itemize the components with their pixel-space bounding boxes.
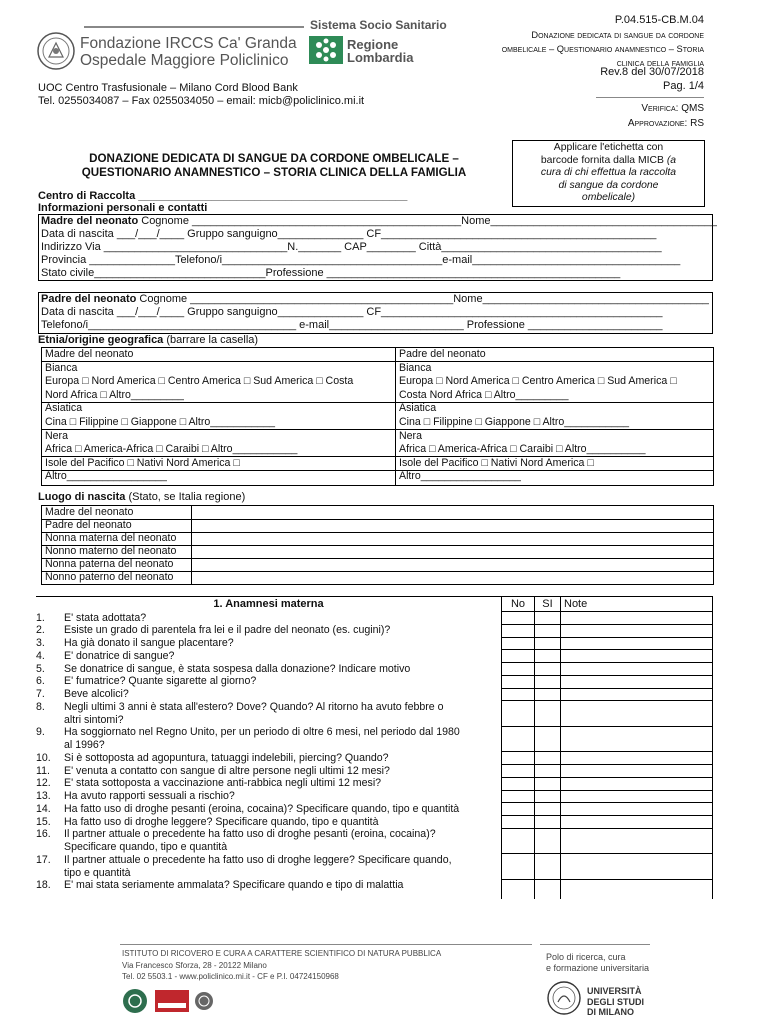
- answer-no-cell[interactable]: [502, 880, 534, 891]
- answer-si-cell[interactable]: [535, 752, 560, 763]
- answer-si-cell[interactable]: [535, 625, 560, 636]
- answer-note-cell[interactable]: [561, 829, 711, 853]
- answer-note-cell[interactable]: [561, 676, 711, 687]
- birthplace-row-field[interactable]: [192, 558, 712, 571]
- question-text: Il partner attuale o precedente ha fatto uso di droghe leggere? Specificare quando,: [64, 853, 452, 866]
- answer-si-cell[interactable]: [535, 727, 560, 751]
- question-number: 16.: [36, 828, 51, 841]
- answer-no-cell[interactable]: [502, 650, 534, 661]
- col-note-header: Note: [564, 598, 588, 610]
- birthplace-row-divider: [42, 571, 713, 572]
- footer-line1: ISTITUTO DI RICOVERO E CURA A CARATTERE SCIENTIFICO DI NATURA PUBBLICA: [122, 949, 442, 958]
- label-box-line1: Applicare l'etichetta con: [553, 142, 664, 153]
- footer-line2: Via Francesco Sforza, 28 - 20122 Milano: [122, 961, 267, 970]
- question-text-continued: Specificare quando, tipo e quantità: [64, 841, 228, 853]
- answer-note-cell[interactable]: [561, 880, 711, 891]
- question-text: Il partner attuale o precedente ha fatto uso di droghe pesanti (eroina, cocaina)?: [64, 828, 436, 841]
- footer-line3: Tel. 02 5503.1 - www.policlinico.mi.it - CF e P.I. 04724150968: [122, 972, 339, 981]
- meta-divider: [596, 97, 704, 98]
- approvazione: Approvazione: RS: [627, 118, 704, 129]
- info-heading: Informazioni personali e contatti: [38, 202, 208, 214]
- lombardia-rose-icon: [309, 36, 343, 64]
- header-gray-rule: [84, 26, 304, 28]
- birthplace-row-label: Nonno paterno del neonato: [45, 571, 174, 583]
- answer-note-cell[interactable]: [561, 778, 711, 789]
- answer-note-cell[interactable]: [561, 816, 711, 827]
- region-name-2: Lombardia: [347, 50, 414, 65]
- question-text: Beve alcolici?: [64, 688, 129, 700]
- question-text: E' venuta a contatto con sangue di altre persone negli ultimi 12 mesi?: [64, 764, 390, 777]
- answer-si-cell[interactable]: [535, 816, 560, 827]
- ethnicity-mother-line[interactable]: Nord Africa □ Altro_________: [45, 388, 184, 401]
- answer-si-cell[interactable]: [535, 701, 560, 725]
- doc-title-line1: Donazione dedicata di sangue da cordone: [531, 30, 704, 40]
- question-text: Esiste un grado di parentela fra lei e il padre del neonato (es. cugini)?: [64, 624, 391, 637]
- anamnesi-heading: 1. Anamnesi materna: [213, 598, 324, 610]
- mother-row-contacts[interactable]: Provincia ______________Telefono/i____________________________________e-mail__________________________________: [41, 254, 681, 266]
- question-text-continued: tipo e quantità: [64, 866, 131, 879]
- question-text: Ha fatto uso di droghe pesanti (eroina, cocaina)? Specificare quando, tipo e quantità: [64, 802, 460, 815]
- birthplace-row-label: Nonno materno del neonato: [45, 545, 177, 557]
- page-number: Pag. 1/4: [663, 80, 704, 92]
- label-box-line2: barcode fornita dalla MICB (a: [540, 154, 677, 166]
- doc-title-line2: ombelicale – Questionario anamnestico – Storia: [501, 44, 704, 54]
- mother-info-box: [38, 214, 717, 281]
- answer-si-cell[interactable]: [535, 854, 560, 878]
- birthplace-row-field[interactable]: [192, 519, 712, 532]
- mother-row-name[interactable]: Madre del neonato Cognome ____________________________________________Nome_____________________________________: [41, 215, 717, 227]
- answer-si-cell[interactable]: [535, 612, 560, 623]
- question-number: 8.: [36, 700, 45, 713]
- ethnicity-heading: Etnia/origine geografica (barrare la casella): [38, 334, 259, 346]
- question-text: E' mai stata seriamente ammalata? Specificare quando e tipo di malattia: [64, 879, 404, 892]
- university-name-3: DI MILANO: [587, 1007, 634, 1017]
- answer-note-cell[interactable]: [561, 625, 711, 636]
- answer-si-cell[interactable]: [535, 676, 560, 687]
- answer-si-cell[interactable]: [535, 689, 560, 700]
- birthplace-row-field[interactable]: [192, 532, 712, 545]
- birthplace-heading: Luogo di nascita (Stato, se Italia regione): [38, 491, 246, 503]
- answer-si-cell[interactable]: [535, 778, 560, 789]
- col-no-header: No: [510, 598, 526, 610]
- ethnicity-father-line[interactable]: Europa □ Nord America □ Centro America □ Sud America □: [399, 375, 677, 388]
- question-number: 6.: [36, 675, 45, 688]
- question-number: 4.: [36, 649, 45, 662]
- question-text-continued: al 1996?: [64, 739, 105, 751]
- verifica: Verifica: QMS: [641, 103, 704, 114]
- question-number: 17.: [36, 853, 51, 866]
- answer-no-cell[interactable]: [502, 765, 534, 776]
- question-number: 3.: [36, 637, 45, 649]
- ethnicity-mother-line[interactable]: Isole del Pacifico □ Nativi Nord America □: [45, 456, 240, 469]
- label-box-line4: di sangue da cordone: [558, 179, 659, 191]
- ethnicity-mother-line[interactable]: Asiatica: [45, 402, 83, 415]
- question-number: 1.: [36, 611, 45, 624]
- university-name: [587, 986, 644, 1018]
- ethnicity-father-line[interactable]: Cina □ Filippine □ Giappone □ Altro___________: [399, 416, 630, 428]
- birthplace-row-divider: [42, 532, 713, 533]
- birthplace-row-field[interactable]: [192, 506, 712, 519]
- answer-si-cell[interactable]: [535, 791, 560, 802]
- question-number: 2.: [36, 624, 45, 637]
- footer-cert-red-icon: [155, 990, 189, 1012]
- foundation-name-1: Fondazione IRCCS Ca' Granda: [80, 35, 297, 52]
- col-si-header: SI: [542, 598, 553, 610]
- question-number: 10.: [36, 751, 51, 764]
- mother-row-birth[interactable]: Data di nascita ___/___/____ Gruppo sanguigno______________ CF_____________________________________________: [41, 228, 657, 240]
- answer-note-cell[interactable]: [561, 701, 711, 725]
- mother-row-address[interactable]: Indirizzo Via ______________________________N._______ CAP________ Città____________________________________: [41, 241, 662, 253]
- father-row-birth[interactable]: Data di nascita ___/___/____ Gruppo sanguigno______________ CF______________________________________________: [41, 306, 663, 318]
- father-info-box: [38, 292, 713, 334]
- answer-note-cell[interactable]: [561, 752, 711, 763]
- question-text: E' donatrice di sangue?: [64, 649, 175, 662]
- university-seal-icon: [546, 980, 582, 1016]
- ethnicity-table: [41, 347, 714, 486]
- birthplace-row-field[interactable]: [192, 571, 712, 584]
- doc-code: P.04.515-CB.M.04: [614, 14, 704, 26]
- answer-note-cell[interactable]: [561, 803, 711, 814]
- footer-right1: Polo di ricerca, cura: [546, 952, 626, 962]
- answer-no-cell[interactable]: [502, 689, 534, 700]
- answer-no-cell[interactable]: [502, 829, 534, 853]
- question-number: 18.: [36, 879, 51, 892]
- answer-no-cell[interactable]: [502, 701, 534, 725]
- answer-note-cell[interactable]: [561, 650, 711, 661]
- answer-note-cell[interactable]: [561, 765, 711, 776]
- ethnicity-mother-line[interactable]: Europa □ Nord America □ Centro America □ Sud America □ Costa: [45, 375, 354, 388]
- answer-no-cell[interactable]: [502, 791, 534, 802]
- birthplace-row-divider: [42, 558, 713, 559]
- question-text-continued: altri sintomi?: [64, 713, 124, 726]
- footer-right2: e formazione universitaria: [546, 963, 650, 973]
- answer-no-cell[interactable]: [502, 727, 534, 751]
- question-text: Si è sottoposta ad agopuntura, tatuaggi indelebili, piercing? Quando?: [64, 751, 389, 764]
- question-text: E' stata adottata?: [64, 611, 147, 624]
- birthplace-row-divider: [42, 545, 713, 546]
- ethnicity-father-line: Padre del neonato: [399, 348, 486, 360]
- ethnicity-father-line[interactable]: Asiatica: [399, 402, 437, 415]
- answer-note-cell[interactable]: [561, 791, 711, 802]
- ethnicity-mother-line: Madre del neonato: [45, 348, 134, 360]
- label-box-line3: cura di chi effettua la raccolta: [540, 167, 677, 178]
- footer-seal-green-icon: [122, 988, 148, 1014]
- answer-note-cell[interactable]: [561, 689, 711, 700]
- answer-no-cell[interactable]: [502, 625, 534, 636]
- father-row-name[interactable]: Padre del neonato Cognome ___________________________________________Nome_____________________________________: [41, 293, 709, 305]
- question-number: 15.: [36, 815, 51, 828]
- anamnesi-table: [36, 596, 713, 899]
- question-number: 11.: [36, 764, 50, 777]
- foundation-name-2: Ospedale Maggiore Policlinico: [80, 52, 289, 69]
- answer-no-cell[interactable]: [502, 816, 534, 827]
- unit-name: UOC Centro Trasfusionale – Milano Cord Blood Bank: [38, 82, 298, 94]
- question-text: Negli ultimi 3 anni è stata all'estero? Dove? Quando? Al ritorno ha avuto febbre o: [64, 700, 444, 713]
- answer-no-cell[interactable]: [502, 803, 534, 814]
- question-number: 7.: [36, 688, 45, 700]
- answer-si-cell[interactable]: [535, 829, 560, 853]
- question-text: Ha avuto rapporti sessuali a rischio?: [64, 790, 235, 802]
- question-number: 13.: [36, 790, 51, 802]
- ethnicity-hr-1: [42, 361, 713, 362]
- answer-note-cell[interactable]: [561, 854, 711, 878]
- question-text: E' stata sottoposta a vaccinazione anti-rabbica negli ultimi 12 mesi?: [64, 777, 382, 790]
- answer-note-cell[interactable]: [561, 638, 711, 649]
- answer-si-cell[interactable]: [535, 880, 560, 891]
- answer-note-cell[interactable]: [561, 663, 711, 674]
- answer-si-cell[interactable]: [535, 638, 560, 649]
- birthplace-row-field[interactable]: [192, 545, 712, 558]
- answer-no-cell[interactable]: [502, 676, 534, 687]
- label-box-line5: ombelicale): [581, 192, 636, 203]
- barcode-label-box: [512, 140, 705, 207]
- answer-si-cell[interactable]: [535, 765, 560, 776]
- answer-no-cell[interactable]: [502, 663, 534, 674]
- ethnicity-father-line[interactable]: Isole del Pacifico □ Nativi Nord America □: [399, 456, 594, 469]
- ethnicity-father-line[interactable]: Altro_________________: [399, 470, 521, 483]
- revision: Rev.8 del 30/07/2018: [600, 66, 704, 78]
- page-title: [38, 152, 510, 180]
- answer-si-cell[interactable]: [535, 803, 560, 814]
- birthplace-row-label: Madre del neonato: [45, 506, 134, 518]
- region-name-1: Regione: [347, 37, 399, 52]
- ethnicity-father-line[interactable]: Costa Nord Africa □ Altro_________: [399, 388, 569, 401]
- ethnicity-mother-line[interactable]: Altro_________________: [45, 470, 167, 483]
- ethnicity-mother-line[interactable]: Africa □ America-Africa □ Caraibi □ Altro___________: [45, 443, 298, 456]
- ethnicity-father-line[interactable]: Africa □ America-Africa □ Caraibi □ Altro__________: [399, 443, 646, 456]
- ethnicity-mother-line[interactable]: Bianca: [45, 361, 78, 374]
- ethnicity-divider: [395, 348, 396, 485]
- birthplace-row-label: Nonna paterna del neonato: [45, 558, 174, 570]
- question-text: E' fumatrice? Quante sigarette al giorno?: [64, 675, 257, 688]
- answer-no-cell[interactable]: [502, 854, 534, 878]
- question-number: 14.: [36, 802, 51, 815]
- answer-si-cell[interactable]: [535, 650, 560, 661]
- ethnicity-father-line[interactable]: Bianca: [399, 361, 432, 374]
- foundation-seal-icon: [36, 31, 76, 71]
- mother-row-status[interactable]: Stato civile____________________________Professione ________________________________________________: [41, 267, 621, 279]
- birthplace-row-divider: [42, 519, 713, 520]
- birthplace-table: [41, 505, 714, 585]
- answer-no-cell[interactable]: [502, 752, 534, 763]
- system-label: Sistema Socio Sanitario: [310, 18, 447, 32]
- centro-raccolta-field[interactable]: Centro di Raccolta ____________________________________________: [38, 190, 408, 202]
- university-name-1: UNIVERSITÀ: [587, 986, 642, 996]
- father-row-contacts[interactable]: Telefono/i__________________________________ e-mail______________________ Professione ______________________: [41, 319, 663, 331]
- footer-cert-gray-icon: [194, 990, 214, 1012]
- footer-rule-right: [540, 944, 650, 945]
- answer-note-cell[interactable]: [561, 727, 711, 751]
- question-text: Ha soggiornato nel Regno Unito, per un periodo di oltre 6 mesi, nel periodo dal 1980: [64, 726, 460, 739]
- birthplace-row-label: Padre del neonato: [45, 519, 132, 531]
- answer-note-cell[interactable]: [561, 612, 711, 623]
- question-text: Ha fatto uso di droghe leggere? Specificare quando, tipo e quantità: [64, 815, 379, 828]
- ethnicity-mother-line[interactable]: Nera: [45, 429, 68, 442]
- answer-no-cell[interactable]: [502, 638, 534, 649]
- question-text: Se donatrice di sangue, è stata sospesa dalla donazione? Indicare motivo: [64, 662, 411, 675]
- page-title-line1: DONAZIONE DEDICATA DI SANGUE DA CORDONE OMBELICALE –: [89, 152, 459, 165]
- answer-si-cell[interactable]: [535, 663, 560, 674]
- footer-rule-left: [120, 944, 532, 945]
- ethnicity-father-line[interactable]: Nera: [399, 429, 422, 442]
- page-title-line2: QUESTIONARIO ANAMNESTICO – STORIA CLINICA DELLA FAMIGLIA: [81, 166, 467, 179]
- university-name-2: DEGLI STUDI: [587, 996, 645, 1007]
- answer-no-cell[interactable]: [502, 778, 534, 789]
- question-number: 9.: [36, 726, 45, 739]
- question-number: 5.: [36, 662, 45, 675]
- question-number: 12.: [36, 777, 51, 790]
- doc-title-line3: clinica della famiglia: [616, 58, 704, 68]
- birthplace-row-label: Nonna materna del neonato: [45, 532, 177, 544]
- unit-contacts: Tel. 0255034087 – Fax 0255034050 – email: micb@policlinico.mi.it: [38, 95, 365, 107]
- answer-no-cell[interactable]: [502, 612, 534, 623]
- question-text: Ha già donato il sangue placentare?: [64, 637, 234, 649]
- ethnicity-mother-line[interactable]: Cina □ Filippine □ Giappone □ Altro___________: [45, 416, 276, 428]
